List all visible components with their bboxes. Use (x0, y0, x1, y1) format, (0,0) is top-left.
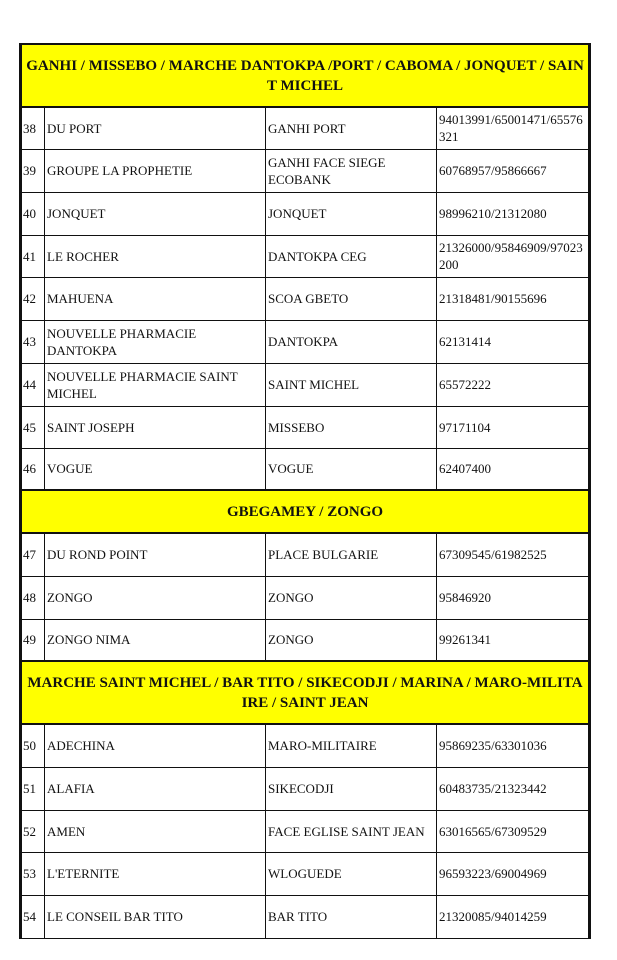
table-row (22, 852, 589, 895)
pharmacy-name: ZONGO NIMA (45, 619, 266, 661)
pharmacy-phone: 62407400 (437, 448, 589, 490)
pharmacy-location: SCOA GBETO (266, 277, 437, 320)
row-number: 51 (22, 767, 45, 810)
table-row (22, 277, 589, 320)
row-number: 44 (22, 363, 45, 406)
section-title: MARCHE SAINT MICHEL / BAR TITO / SIKECODJI / MARINA / MARO-MILITAIRE / SAINT JEAN (22, 661, 589, 724)
section-header (22, 661, 589, 724)
pharmacy-phone: 60483735/21323442 (437, 767, 589, 810)
row-number: 47 (22, 533, 45, 576)
pharmacy-location: SIKECODJI (266, 767, 437, 810)
pharmacy-location: DANTOKPA (266, 320, 437, 363)
row-number: 52 (22, 810, 45, 852)
table-row (22, 767, 589, 810)
pharmacy-table (21, 43, 589, 939)
pharmacy-phone: 98996210/21312080 (437, 192, 589, 235)
pharmacy-location: PLACE BULGARIE (266, 533, 437, 576)
pharmacy-location: VOGUE (266, 448, 437, 490)
row-number: 54 (22, 895, 45, 938)
table-row (22, 576, 589, 619)
pharmacy-location: SAINT MICHEL (266, 363, 437, 406)
pharmacy-name: VOGUE (45, 448, 266, 490)
pharmacy-name: AMEN (45, 810, 266, 852)
pharmacy-location: ZONGO (266, 576, 437, 619)
table-row (22, 149, 589, 192)
table-row (22, 448, 589, 490)
pharmacy-location: DANTOKPA CEG (266, 235, 437, 277)
pharmacy-phone: 63016565/67309529 (437, 810, 589, 852)
table-row (22, 724, 589, 767)
pharmacy-name: DU ROND POINT (45, 533, 266, 576)
pharmacy-name: LE CONSEIL BAR TITO (45, 895, 266, 938)
row-number: 46 (22, 448, 45, 490)
pharmacy-name: ZONGO (45, 576, 266, 619)
row-number: 38 (22, 107, 45, 149)
table-row (22, 192, 589, 235)
pharmacy-phone: 95846920 (437, 576, 589, 619)
pharmacy-location: JONQUET (266, 192, 437, 235)
section-title: GANHI / MISSEBO / MARCHE DANTOKPA /PORT / CABOMA / JONQUET / SAINT MICHEL (22, 44, 589, 107)
section-title: GBEGAMEY / ZONGO (22, 490, 589, 533)
pharmacy-location: BAR TITO (266, 895, 437, 938)
pharmacy-name: GROUPE LA PROPHETIE (45, 149, 266, 192)
pharmacy-name: NOUVELLE PHARMACIE SAINT MICHEL (45, 363, 266, 406)
table-row (22, 363, 589, 406)
row-number: 49 (22, 619, 45, 661)
pharmacy-name: LE ROCHER (45, 235, 266, 277)
pharmacy-name: L'ETERNITE (45, 852, 266, 895)
pharmacy-phone: 67309545/61982525 (437, 533, 589, 576)
pharmacy-phone: 21320085/94014259 (437, 895, 589, 938)
pharmacy-location: MISSEBO (266, 406, 437, 448)
pharmacy-phone: 65572222 (437, 363, 589, 406)
pharmacy-name: MAHUENA (45, 277, 266, 320)
pharmacy-phone: 62131414 (437, 320, 589, 363)
pharmacy-phone: 95869235/63301036 (437, 724, 589, 767)
pharmacy-phone: 96593223/69004969 (437, 852, 589, 895)
pharmacy-name: ADECHINA (45, 724, 266, 767)
row-number: 39 (22, 149, 45, 192)
row-number: 53 (22, 852, 45, 895)
row-number: 48 (22, 576, 45, 619)
table-row (22, 107, 589, 149)
pharmacy-location: FACE EGLISE SAINT JEAN (266, 810, 437, 852)
pharmacy-name: JONQUET (45, 192, 266, 235)
table-row (22, 320, 589, 363)
row-number: 43 (22, 320, 45, 363)
table-row (22, 810, 589, 852)
pharmacy-location: GANHI FACE SIEGE ECOBANK (266, 149, 437, 192)
pharmacy-location: MARO-MILITAIRE (266, 724, 437, 767)
pharmacy-phone: 97171104 (437, 406, 589, 448)
section-header (22, 490, 589, 533)
table-row (22, 619, 589, 661)
pharmacy-directory (19, 43, 591, 939)
row-number: 41 (22, 235, 45, 277)
pharmacy-name: ALAFIA (45, 767, 266, 810)
pharmacy-name: SAINT JOSEPH (45, 406, 266, 448)
table-row (22, 235, 589, 277)
pharmacy-location: WLOGUEDE (266, 852, 437, 895)
pharmacy-location: ZONGO (266, 619, 437, 661)
pharmacy-location: GANHI PORT (266, 107, 437, 149)
pharmacy-phone: 21326000/95846909/97023200 (437, 235, 589, 277)
table-row (22, 533, 589, 576)
pharmacy-phone: 60768957/95866667 (437, 149, 589, 192)
table-row (22, 895, 589, 938)
pharmacy-phone: 99261341 (437, 619, 589, 661)
row-number: 42 (22, 277, 45, 320)
pharmacy-phone: 94013991/65001471/65576321 (437, 107, 589, 149)
row-number: 45 (22, 406, 45, 448)
row-number: 40 (22, 192, 45, 235)
pharmacy-phone: 21318481/90155696 (437, 277, 589, 320)
table-row (22, 406, 589, 448)
section-header (22, 44, 589, 107)
pharmacy-name: DU PORT (45, 107, 266, 149)
row-number: 50 (22, 724, 45, 767)
pharmacy-name: NOUVELLE PHARMACIE DANTOKPA (45, 320, 266, 363)
